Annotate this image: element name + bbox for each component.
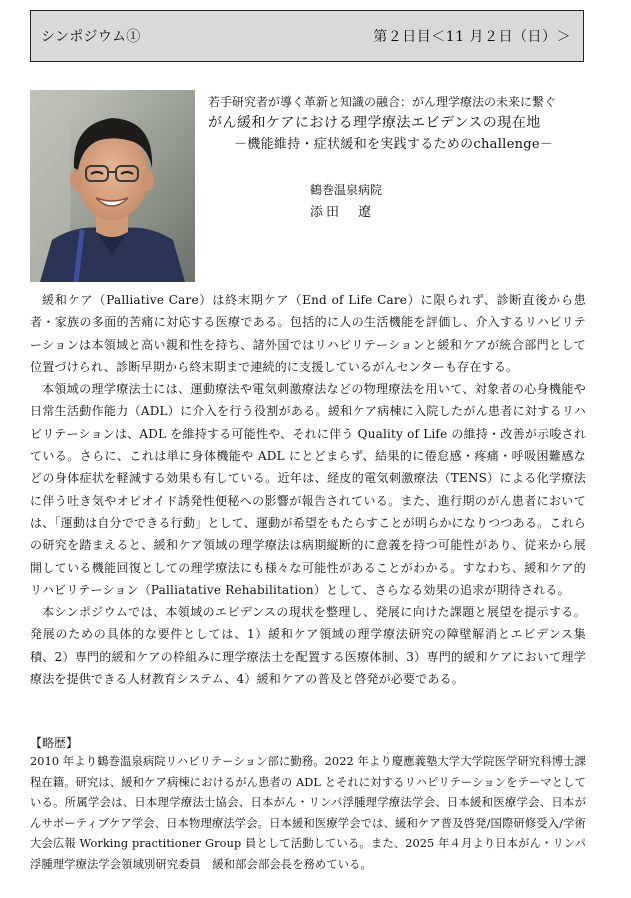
- speaker-name: 添田 遼: [310, 205, 375, 220]
- talk-title-block: [208, 92, 608, 156]
- abstract-paragraph-3: 本シンポジウムでは、本領域のエビデンスの現状を整理し、発展に向けた課題と展望を提示する。発展のための具体的な要件としては、1）緩和ケア領域の理学療法研究の障壁解消とエビデンス集積、2）専門的緩和ケアの枠組みに理学療法士を配置する医療体制、3）専門的緩和ケアにおいて理学療法を提供できる人材教育システム、4）緩和ケアの普及と啓発が必要である。: [30, 605, 586, 687]
- bio-heading: 【略歴】: [30, 736, 79, 750]
- symposium-theme: 若手研究者が導く革新と知識の融合：がん理学療法の未来に繋ぐ: [208, 95, 557, 109]
- session-day: 第２日目＜11 月２日（日）＞: [373, 29, 571, 45]
- talk-subtitle: －機能維持・症状緩和を実践するためのchallenge－: [234, 137, 554, 152]
- abstract-paragraph-2: 本領域の理学療法士には、運動療法や電気刺激療法などの物理療法を用いて、対象者の心身機能や日常生活動作能力（ADL）に介入を行う役割がある。緩和ケア病棟に入院したがん患者に対するリハビリテーションは、ADL を維持する可能性や、それに伴う Quality of Life の維持・改善が示唆されている。さらに、これは単に身体機能や ADL にとどまらず、結果的に倦怠感・疼痛・呼吸困難感などの身体症状を軽減する効果も有している。近年は、経皮的電気刺激療法（TENS）による化学療法に伴う吐き気やオピオイド誘発性便秘への影響が報告されている。また、進行期のがん患者においては、「運動は自分でできる行動」として、運動が希望をもたらすことが明らかになりつつある。これらの研究を踏まえると、緩和ケア領域の理学療法は病期縦断的に意義を持つ可能性があり、従来から展開している機能回復としての理学療法にも様々な可能性があることがわかる。すなわち、緩和ケア的リハビリテーション（Palliatative Rehabilitation）として、さらなる効果の追求が期待される。: [30, 382, 586, 597]
- abstract-paragraph-1: 緩和ケア（Palliative Care）は終末期ケア（End of Life Care）に限られず、診断直後から患者・家族の多面的苦痛に対応する医療である。包括的に人の生活機能を評価し、介入するリハビリテーションは本領域と高い親和性を持ち、諸外国ではリハビリテーションと緩和ケアが統合部門として位置づけられ、診断早期から終末期まで連続的に支援しているがんセンターも存在する。: [30, 293, 586, 374]
- bio-paragraph: 2010 年より鶴巻温泉病院リハビリテーション部に勤務。2022 年より慶應義塾大学大学院医学研究科博士課程在籍。研究は、緩和ケア病棟におけるがん患者の ADL とそれに対するリハビリテーションをテーマとしている。所属学会は、日本理学療法士協会、日本がん・リンパ浮腫理学療法学会、日本緩和医療学会、日本がんサポーティブケア学会、日本物理療法学会。日本緩和医療学会では、緩和ケア普及啓発/国際研修受入/学術大会広報 Working practitioner Group 員として活動している。また、2025 年４月より日本がん・リンパ浮腫理学療法学会領域別研究委員 緩和部会部会長を務めている。: [30, 755, 586, 871]
- bio-text: [30, 752, 586, 875]
- speaker-affiliation: 鶴巻温泉病院: [310, 183, 383, 197]
- session-header: [30, 10, 584, 62]
- abstract-body: [30, 289, 586, 690]
- talk-title: がん緩和ケアにおける理学療法エビデンスの現在地: [208, 115, 541, 131]
- speaker-photo: [30, 90, 195, 282]
- session-label: シンポジウム①: [41, 29, 141, 45]
